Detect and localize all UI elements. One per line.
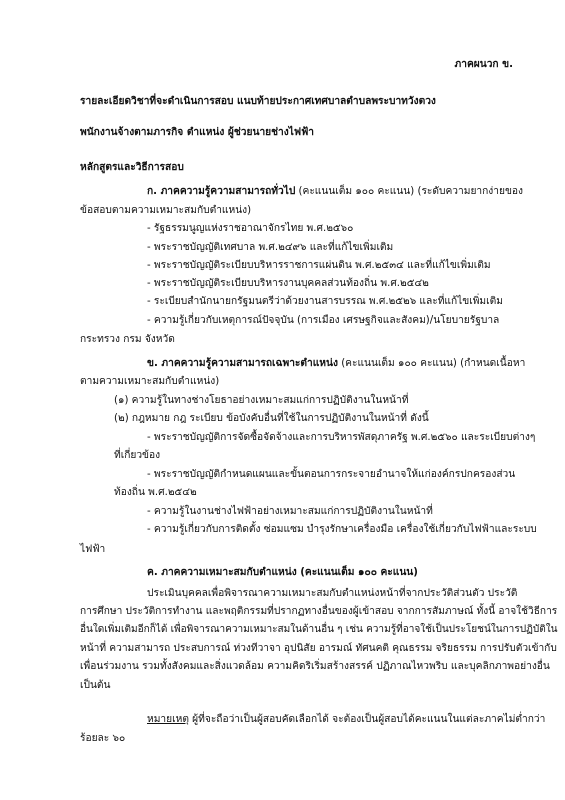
section-b-item-2-cont: ท้องถิ่น พ.ศ.๒๕๔๒ <box>114 487 197 498</box>
section-b-score-note: (คะแนนเต็ม ๑๐๐ คะแนน) (กำหนดเนื้อหา <box>337 358 526 369</box>
section-b-item-4: - ความรู้เกี่ยวกับการติดตั้ง ซ่อมแซม บำรุงรักษาเครื่องมือ เครื่องใช้เกี่ยวกับไฟฟ้าและระบบ <box>147 524 537 535</box>
position-heading: พนักงานจ้างตามภารกิจ ตำแหน่ง ผู้ช่วยนายช่างไฟฟ้า <box>80 127 315 138</box>
section-a-item-1: - รัฐธรรมนูญแห่งราชอาณาจักรไทย พ.ศ.๒๕๖๐ <box>147 223 354 234</box>
section-b-heading: ข. ภาคความรู้ความสามารถเฉพาะตำแหน่ง <box>147 358 338 369</box>
section-a-item-6: - ความรู้เกี่ยวกับเหตุการณ์ปัจจุบัน (การเมือง เศรษฐกิจและสังคม)/นโยบายรัฐบาล <box>147 315 500 326</box>
section-c-paragraph-line-3: อื่นใดเพิ่มเติมอีกก็ได้ เพื่อพิจารณาความเหมาะสมในด้านอื่น ๆ เช่น ความรู้ที่อาจใช้เป็นประโยชน์ในการปฏิบัติใน <box>80 624 558 635</box>
section-c-heading: ค. ภาคความเหมาะสมกับตำแหน่ง (คะแนนเต็ม ๑๐๐ คะแนน) <box>147 567 418 578</box>
section-b-heading-cont: ตามความเหมาะสมกับตำแหน่ง) <box>80 376 220 387</box>
section-a-item-6-cont: กระทรวง กรม จังหวัด <box>80 334 175 345</box>
section-a-heading: ก. ภาคความรู้ความสามารถทั่วไป <box>147 186 296 197</box>
section-b-item-1-cont: ที่เกี่ยวข้อง <box>114 450 161 461</box>
section-c-paragraph-line-4: หน้าที่ ความสามารถ ประสบการณ์ ท่วงทีวาจา อุปนิสัย อารมณ์ ทัศนคติ คุณธรรม จริยธรรม การปรับตัวเข้ากับ <box>80 643 557 654</box>
section-a-heading-line <box>147 185 523 199</box>
section-b-item-1: - พระราชบัญญัติการจัดซื้อจัดจ้างและการบริหารพัสดุภาครัฐ พ.ศ.๒๕๖๐ และระเบียบต่างๆ <box>147 432 536 443</box>
note-text-cont: ร้อยละ ๖๐ <box>80 733 126 744</box>
section-a-item-5: - ระเบียบสำนักนายกรัฐมนตรีว่าด้วยงานสารบรรณ พ.ศ.๒๕๒๖ และที่แก้ไขเพิ่มเติม <box>147 296 503 307</box>
section-b-heading-line <box>147 357 525 371</box>
section-a-item-4: - พระราชบัญญัติระเบียบบริหารงานบุคคลส่วนท้องถิ่น พ.ศ.๒๕๔๒ <box>147 278 429 289</box>
section-a-heading-cont: ข้อสอบตามความเหมาะสมกับตำแหน่ง) <box>80 205 252 216</box>
section-a-score-note: (คะแนนเต็ม ๑๐๐ คะแนน) (ระดับความยากง่ายของ <box>295 186 524 197</box>
annex-label: ภาคผนวก ข. <box>454 59 513 70</box>
section-b-item-2: - พระราชบัญญัติกำหนดแผนและขั้นตอนการกระจายอำนาจให้แก่องค์กรปกครองส่วน <box>147 469 516 480</box>
note-line <box>147 713 545 727</box>
note-text: ผู้ที่จะถือว่าเป็นผู้สอบคัดเลือกได้ จะต้องเป็นผู้สอบได้คะแนนในแต่ละภาคไม่ต่ำกว่า <box>188 714 546 725</box>
section-a-item-3: - พระราชบัญญัติระเบียบบริหารราชการแผ่นดิน พ.ศ.๒๕๓๔ และที่แก้ไขเพิ่มเติม <box>147 260 491 271</box>
curriculum-heading: หลักสูตรและวิธีการสอบ <box>80 162 184 173</box>
section-b-item-4-cont: ไฟฟ้า <box>80 544 106 555</box>
section-a-item-2: - พระราชบัญญัติเทศบาล พ.ศ.๒๔๙๖ และที่แก้ไขเพิ่มเติม <box>147 242 394 253</box>
section-c-paragraph-line-1: ประเมินบุคคลเพื่อพิจารณาความเหมาะสมกับตำแหน่งหน้าที่จากประวัติส่วนตัว ประวัติ <box>147 588 518 599</box>
section-b-sub-2: (๒) กฎหมาย กฎ ระเบียบ ข้อบังคับอื่นที่ใช้ในการปฏิบัติงานในหน้าที่ ดังนี้ <box>114 413 429 424</box>
note-label: หมายเหตุ <box>147 714 189 725</box>
section-b-sub-1: (๑) ความรู้ในทางช่างโยธาอย่างเหมาะสมแก่การปฏิบัติงานในหน้าที่ <box>114 395 409 406</box>
section-b-item-3: - ความรู้ในงานช่างไฟฟ้าอย่างเหมาะสมแก่การปฏิบัติงานในหน้าที่ <box>147 506 433 517</box>
section-c-paragraph-line-5: เพื่อนร่วมงาน รวมทั้งสังคมและสิ่งแวดล้อม ความคิดริเริ่มสร้างสรรค์ ปฏิภาณไหวพริบ และบุคลิกภาพอย่างอื่น <box>80 661 550 672</box>
section-c-paragraph-line-2: การศึกษา ประวัติการทำงาน และพฤติกรรมที่ปรากฏทางอื่นของผู้เข้าสอบ จากการสัมภาษณ์ ทั้งนี้ อาจใช้วิธีการ <box>80 606 558 617</box>
section-c-paragraph-line-6: เป็นต้น <box>80 680 111 691</box>
document-title: รายละเอียดวิชาที่จะดำเนินการสอบ แนบท้ายประกาศเทศบาลตำบลพระบาทวังตวง <box>80 96 436 107</box>
